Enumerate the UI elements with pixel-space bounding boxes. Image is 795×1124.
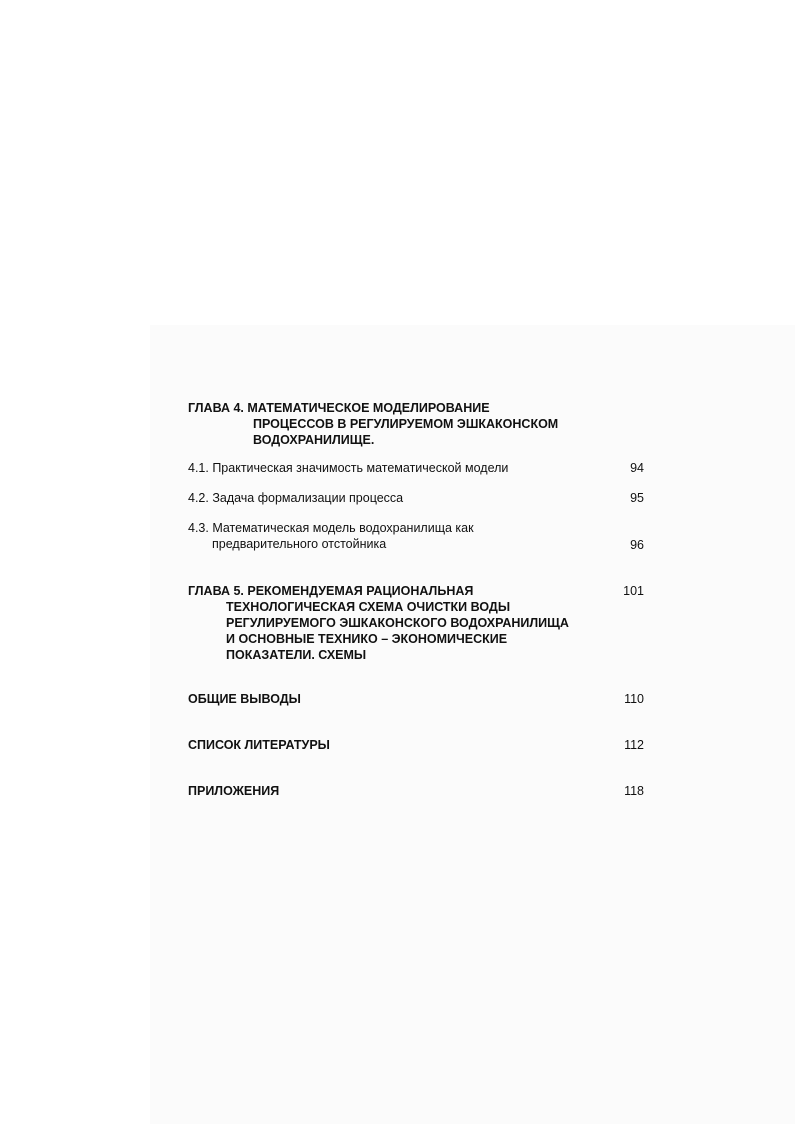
chapter-5-title-line: ПОКАЗАТЕЛИ. СХЕМЫ xyxy=(226,648,367,662)
page-number: 94 xyxy=(630,461,644,475)
references-title: СПИСОК ЛИТЕРАТУРЫ xyxy=(188,738,330,752)
page-number: 96 xyxy=(630,538,644,552)
page-number: 118 xyxy=(624,784,644,798)
chapter-4-title-line: ГЛАВА 4. МАТЕМАТИЧЕСКОЕ МОДЕЛИРОВАНИЕ xyxy=(188,401,490,415)
toc-appendices xyxy=(188,783,644,799)
chapter-5-title-line: РЕГУЛИРУЕМОГО ЭШКАКОНСКОГО ВОДОХРАНИЛИЩА xyxy=(226,616,569,630)
appendices-title: ПРИЛОЖЕНИЯ xyxy=(188,784,280,798)
chapter-5-title-line: ГЛАВА 5. РЕКОМЕНДУЕМАЯ РАЦИОНАЛЬНАЯ xyxy=(188,584,474,598)
page-number: 95 xyxy=(630,491,644,505)
toc-section-4-3 xyxy=(188,520,644,552)
chapter-5-title-line: И ОСНОВНЫЕ ТЕХНИКО – ЭКОНОМИЧЕСКИЕ xyxy=(226,632,508,646)
section-title: 4.2. Задача формализации процесса xyxy=(188,491,404,505)
chapter-4-title-line: ПРОЦЕССОВ В РЕГУЛИРУЕМОМ ЭШКАКОНСКОМ xyxy=(253,417,559,431)
toc-references xyxy=(188,737,644,753)
page-number: 110 xyxy=(624,692,644,706)
section-title: 4.1. Практическая значимость математической модели xyxy=(188,461,509,475)
page-number: 101 xyxy=(623,584,644,598)
section-title: предварительного отстойника xyxy=(212,537,387,551)
chapter-5-title-line: ТЕХНОЛОГИЧЕСКАЯ СХЕМА ОЧИСТКИ ВОДЫ xyxy=(226,600,511,614)
toc-chapter-4 xyxy=(188,400,644,448)
page-number: 112 xyxy=(624,738,644,752)
section-title: 4.3. Математическая модель водохранилища как xyxy=(188,521,474,535)
conclusions-title: ОБЩИЕ ВЫВОДЫ xyxy=(188,692,301,706)
toc-conclusions xyxy=(188,691,644,707)
toc-section-4-1 xyxy=(188,460,644,476)
toc-section-4-2 xyxy=(188,490,644,506)
toc-chapter-5 xyxy=(188,583,644,663)
chapter-4-title-line: ВОДОХРАНИЛИЩЕ. xyxy=(253,433,375,447)
